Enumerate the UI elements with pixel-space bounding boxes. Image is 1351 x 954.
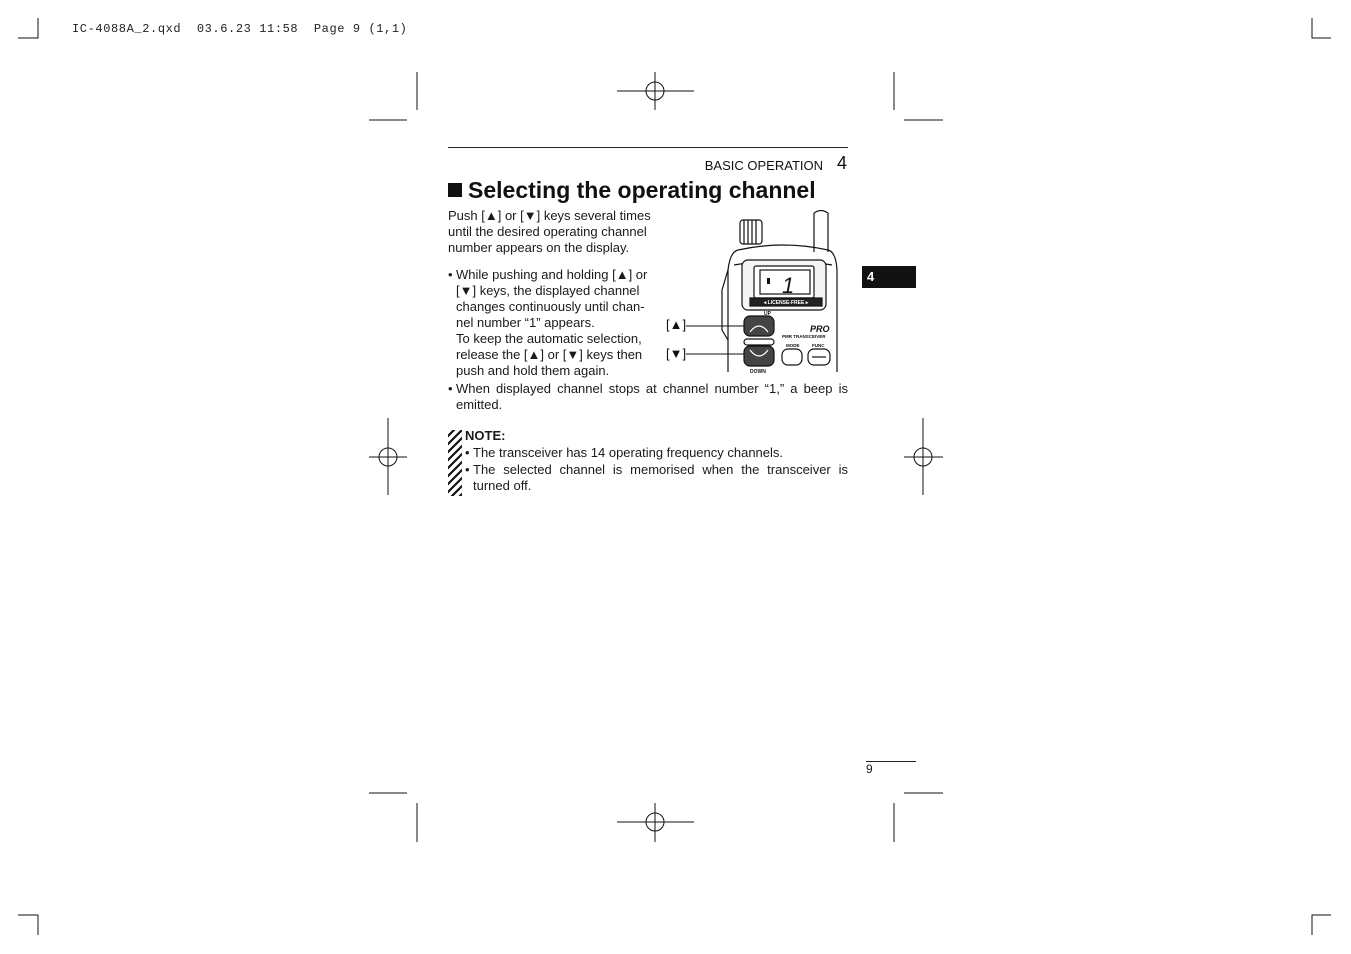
crop-mark-top-right [1312, 18, 1331, 38]
note-item-text: The transceiver has 14 operating frequency channels. [473, 445, 784, 460]
header-rule [448, 147, 848, 148]
square-bullet-icon [448, 183, 462, 197]
page-title [448, 177, 816, 204]
note-item [465, 462, 848, 494]
note-heading: NOTE: [465, 428, 506, 443]
bullet-dot: • [448, 381, 453, 396]
down-key-label: DOWN [750, 369, 766, 375]
callout-up-key: [▲] [666, 317, 687, 332]
text-line: push and hold them again. [456, 363, 610, 378]
bullet-dot: • [465, 462, 470, 477]
crop-mark-bottom-left [18, 915, 38, 935]
bullet-hold-keys [448, 267, 656, 379]
text-line: [▼] keys, the displayed channel [456, 283, 640, 298]
registration-mark-right [904, 418, 943, 495]
func-key-label: FUNC [812, 343, 825, 348]
text-line: While pushing and holding [▲] or [456, 267, 648, 282]
text-line: To keep the automatic selection, [456, 331, 642, 346]
callout-down-key: [▼] [666, 346, 687, 361]
registration-mark-left [369, 418, 407, 495]
bullet-beep-text: When displayed channel stops at channel number “1,” a beep is emitted. [456, 381, 848, 412]
callout-lines [684, 318, 754, 362]
bullet-dot: • [465, 445, 470, 460]
footer-rule [866, 761, 916, 762]
brand-logo: PRO [810, 324, 830, 334]
band-label: ◂ LICENSE-FREE ▸ [763, 300, 809, 306]
file-slug: IC-4088A_2.qxd 03.6.23 11:58 Page 9 (1,1) [72, 22, 408, 36]
section-label: BASIC OPERATION [704, 158, 823, 173]
crop-mark-bottom-right [1312, 915, 1331, 935]
volume-knob-icon [740, 220, 762, 244]
bullet-dot: • [448, 267, 453, 282]
registration-mark-top [617, 72, 694, 110]
text-line: release the [▲] or [▼] keys then [456, 347, 643, 362]
page-title-text: Selecting the operating channel [468, 177, 816, 203]
page-number: 9 [866, 762, 873, 776]
display-digit: 1 [782, 273, 795, 298]
chapter-tab: 4 [862, 266, 916, 288]
note-item [465, 445, 848, 461]
note-hatch-icon [448, 430, 464, 496]
model-text: PMR TRANSCEIVER [782, 334, 826, 339]
text-line: changes continuously until chan- [456, 299, 645, 314]
intro-paragraph: Push [▲] or [▼] keys several times until the desired operating channel number appears on the display. [448, 208, 651, 255]
up-key-label: UP [764, 311, 771, 317]
text-line: nel number “1” appears. [456, 315, 595, 330]
bullet-beep [448, 381, 848, 413]
registration-mark-bottom [617, 803, 694, 842]
battery-icon [767, 278, 770, 284]
mode-key-label: MODE [786, 343, 800, 348]
note-item-text: The selected channel is memorised when the transceiver is turned off. [473, 462, 848, 493]
section-number: 4 [837, 153, 848, 173]
crop-mark-top-left [18, 18, 38, 38]
